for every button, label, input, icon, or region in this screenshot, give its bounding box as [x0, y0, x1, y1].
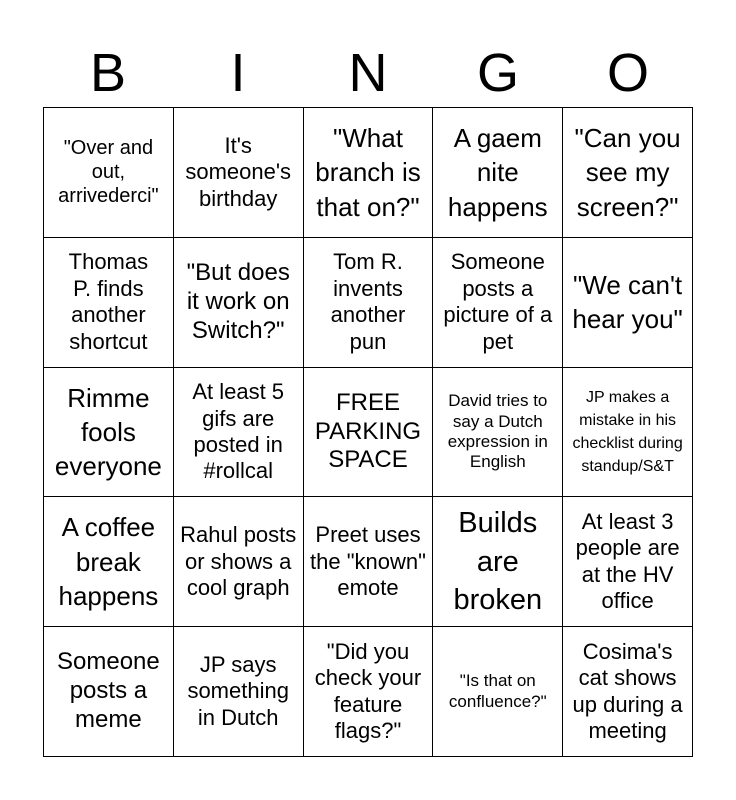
header-letter-i: I: [230, 43, 246, 103]
bingo-cell[interactable]: [433, 497, 563, 627]
bingo-cell[interactable]: [563, 627, 693, 757]
bingo-cell[interactable]: [563, 238, 693, 368]
bingo-cell[interactable]: [174, 238, 304, 368]
cell-text: "We can't hear you": [572, 269, 683, 335]
bingo-cell[interactable]: [304, 108, 434, 238]
cell-text: JP says something in Dutch: [187, 652, 289, 730]
cell-text: Someone posts a meme: [57, 648, 160, 733]
bingo-cell[interactable]: [174, 497, 304, 627]
cell-text: "But does it work on Switch?": [186, 259, 290, 344]
bingo-cell[interactable]: [563, 368, 693, 498]
cell-text: Cosima's cat shows up during a meeting: [572, 638, 683, 743]
bingo-cell[interactable]: [304, 627, 434, 757]
header-letter-n: N: [348, 43, 388, 103]
cell-text: "Did you check your feature flags?": [314, 638, 422, 743]
cell-text: Thomas P. finds another shortcut: [68, 249, 149, 354]
header-letter-g: G: [476, 43, 519, 103]
header-letter-b: B: [89, 43, 127, 103]
bingo-cell[interactable]: [174, 627, 304, 757]
bingo-cell[interactable]: [563, 108, 693, 238]
cell-text: "Over and out, arrivederci": [58, 137, 159, 208]
bingo-cell[interactable]: [563, 497, 693, 627]
bingo-cell[interactable]: [433, 238, 563, 368]
cell-text: JP makes a mistake in his checklist during standup/S&T: [572, 388, 683, 476]
bingo-cell[interactable]: [44, 627, 174, 757]
cell-text: It's someone's birthday: [185, 132, 292, 211]
cell-text: At least 5 gifs are posted in #rollcal: [192, 379, 285, 484]
bingo-card-grid: [43, 107, 693, 757]
bingo-cell[interactable]: [44, 368, 174, 498]
cell-text: At least 3 people are at the HV office: [575, 509, 680, 614]
bingo-cell[interactable]: [433, 627, 563, 757]
bingo-cell[interactable]: [44, 238, 174, 368]
header-letter-o: O: [606, 43, 649, 103]
bingo-cell[interactable]: [44, 108, 174, 238]
bingo-cell[interactable]: [304, 497, 434, 627]
bingo-cell[interactable]: [44, 497, 174, 627]
cell-text: David tries to say a Dutch expression in English: [447, 391, 548, 472]
cell-text: A coffee break happens: [58, 512, 159, 611]
cell-text: A gaem nite happens: [447, 122, 548, 222]
cell-text: Tom R. invents another pun: [330, 249, 406, 354]
bingo-header: [43, 40, 693, 106]
cell-text: "What branch is that on?": [315, 122, 421, 222]
cell-text: Preet uses the "known" emote: [310, 522, 426, 600]
bingo-cell[interactable]: [174, 368, 304, 498]
cell-text: "Can you see my screen?": [574, 122, 681, 222]
bingo-cell[interactable]: [174, 108, 304, 238]
cell-text: Builds are broken: [453, 507, 543, 616]
cell-text: Someone posts a picture of a pet: [443, 249, 553, 354]
cell-text: Rahul posts or shows a cool graph: [180, 522, 297, 600]
cell-text: Rimme fools everyone: [54, 382, 162, 482]
bingo-cell[interactable]: [433, 108, 563, 238]
bingo-cell[interactable]: [304, 238, 434, 368]
cell-text: FREE PARKING SPACE: [314, 388, 422, 474]
cell-text: "Is that on confluence?": [448, 671, 547, 711]
bingo-cell[interactable]: [304, 368, 434, 498]
bingo-cell[interactable]: [433, 368, 563, 498]
